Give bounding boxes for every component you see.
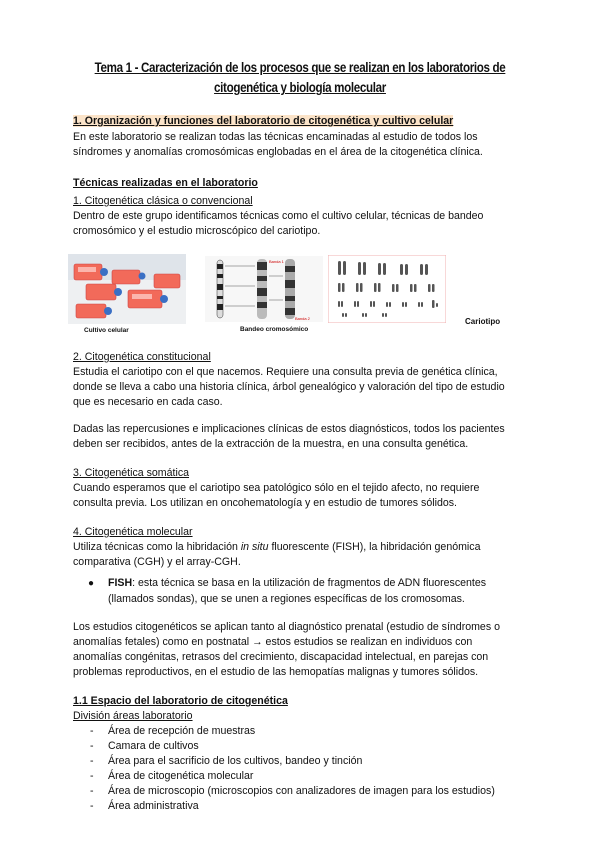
molecular-para-line4: problemas reproductivos, en el estudio de las hemopatías malignas y tumores sólidos. bbox=[73, 666, 479, 678]
sub1-para-line1: Dentro de este grupo identificamos técnicas como el cultivo celular, técnicas de bandeo bbox=[73, 210, 484, 222]
fish-line2: (llamados sondas), que se unen a regiones específicas de los cromosomas. bbox=[108, 593, 465, 605]
molecular-line1: Utiliza técnicas como la hibridación in situ fluorescente (FISH), la hibridación genómica bbox=[73, 541, 481, 553]
band-label-1: Banda 1 bbox=[269, 259, 284, 264]
list-item: Área de microscopio (microscopios con analizadores de imagen para los estudios) bbox=[108, 785, 495, 797]
molecular-para-line3: anomalías congénitas, retrasos del crecimiento, discapacidad intelectual, en parejas con bbox=[73, 651, 489, 663]
fish-line1: FISH: esta técnica se basa en la utilización de fragmentos de ADN fluorescentes bbox=[108, 577, 487, 589]
sub1-para-line2: cromosómico y el estudio microscópico del cariotipo. bbox=[73, 225, 321, 237]
karyotype-image bbox=[328, 255, 446, 323]
constitucional-line5: deben ser recibidos, antes de la extracción de la muestra, en una consulta genética. bbox=[73, 438, 469, 450]
list-item: Área de citogenética molecular bbox=[108, 770, 254, 782]
caption-bandeo: Bandeo cromosómico bbox=[240, 326, 309, 333]
title-line-2: citogenética y biología molecular bbox=[214, 80, 386, 95]
constitucional-line3: que es necesario en cada caso. bbox=[73, 396, 223, 408]
caption-cultivo: Cultivo celular bbox=[84, 327, 129, 334]
dash-marker: - bbox=[90, 770, 94, 782]
dash-marker: - bbox=[90, 725, 94, 737]
title-line-1: Tema 1 - Caracterización de los procesos que se realizan en los laboratorios de bbox=[94, 60, 506, 75]
section1-para-line1: En este laboratorio se realizan todas las técnicas encaminadas al estudio de todos los bbox=[73, 131, 478, 143]
bullet-icon: ● bbox=[88, 578, 95, 589]
constitucional-heading: 2. Citogenética constitucional bbox=[73, 351, 211, 363]
caption-cariotipo: Cariotipo bbox=[465, 317, 501, 326]
section1-heading: 1. Organización y funciones del laboratorio de citogenética y cultivo celular bbox=[73, 115, 454, 127]
molecular-para-line2: anomalías fetales) como en postnatal → estos estudios se realizan en individuos con bbox=[73, 636, 473, 648]
molecular-heading: 4. Citogenética molecular bbox=[73, 526, 193, 538]
dash-marker: - bbox=[90, 740, 94, 752]
chromosome-banding-image bbox=[205, 256, 323, 322]
somatica-heading: 3. Citogenética somática bbox=[73, 467, 190, 479]
list-item: Área administrativa bbox=[108, 800, 199, 812]
list-item: Camara de cultivos bbox=[108, 740, 199, 752]
espacio-subheading: División áreas laboratorio bbox=[73, 710, 193, 722]
constitucional-line1: Estudia el cariotipo con el que nacemos. Requiere una consulta previa de genética clínica, bbox=[73, 366, 498, 378]
tecnicas-heading: Técnicas realizadas en el laboratorio bbox=[73, 177, 258, 189]
dash-marker: - bbox=[90, 800, 94, 812]
constitucional-line4: Dadas las repercusiones e implicaciones clínicas de estos diagnósticos, todos los pacientes bbox=[73, 423, 505, 435]
molecular-line2: comparativa (CGH) y el array-CGH. bbox=[73, 556, 241, 568]
list-item: Área para el sacrificio de los cultivos, bandeo y tinción bbox=[108, 755, 363, 767]
molecular-para-line1: Los estudios citogenéticos se aplican tanto al diagnóstico prenatal (estudio de síndromes o bbox=[73, 621, 500, 633]
band-label-2: Banda 2 bbox=[295, 316, 310, 321]
list-item: Área de recepción de muestras bbox=[108, 725, 256, 737]
somatica-line1: Cuando esperamos que el cariotipo sea patológico sólo en el tejido afecto, no requiere bbox=[73, 482, 480, 494]
somatica-line2: consulta previa. Los utilizan en oncohematología y en estudio de tumores sólidos. bbox=[73, 497, 457, 509]
document-title bbox=[94, 58, 507, 98]
cell-culture-photo bbox=[68, 254, 186, 324]
constitucional-line2: donde se lleva a cabo una historia clínica, árbol genealógico y valoración del tipo de estudio bbox=[73, 381, 505, 393]
section1-para-line2: síndromes y anomalías cromosómicas englobadas en el área de la citogenética clínica. bbox=[73, 146, 483, 158]
dash-marker: - bbox=[90, 785, 94, 797]
espacio-heading: 1.1 Espacio del laboratorio de citogenética bbox=[73, 695, 288, 707]
sub1-heading: 1. Citogenética clásica o convencional bbox=[73, 195, 253, 207]
dash-marker: - bbox=[90, 755, 94, 767]
